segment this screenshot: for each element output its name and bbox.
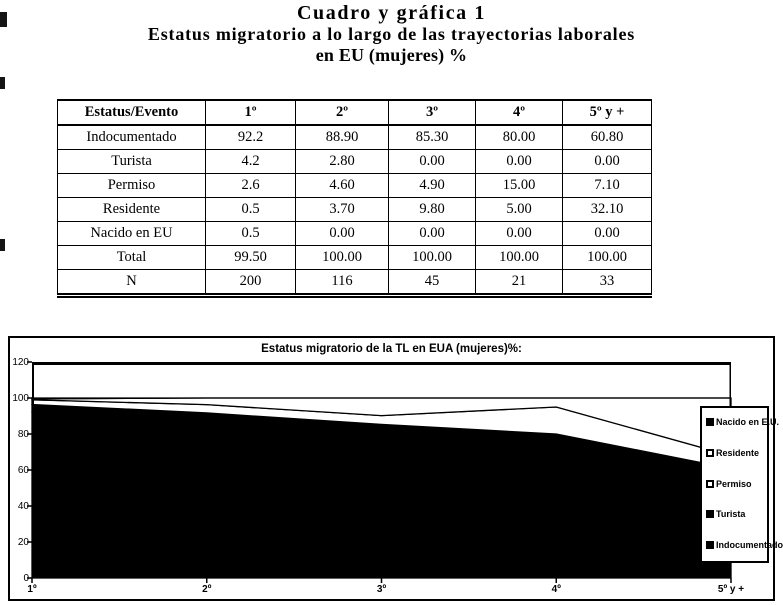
cell-value: 0.00 [563, 150, 652, 174]
cell-value: 0.00 [296, 222, 389, 246]
document-title [0, 3, 783, 66]
cell-value: 2.6 [206, 174, 296, 198]
y-tick-label: 100 [12, 392, 29, 404]
row-label: Indocumentado [58, 125, 206, 150]
y-tick-label: 80 [17, 428, 29, 440]
cell-value: 0.00 [389, 150, 476, 174]
cell-value: 0.00 [476, 150, 563, 174]
cell-value: 0.00 [476, 222, 563, 246]
x-tick-label: 5º y + [717, 584, 745, 595]
plot-area [32, 362, 731, 578]
legend-label: Indocumentado [716, 540, 783, 550]
row-label: Total [58, 246, 206, 270]
row-label: N [58, 270, 206, 296]
column-header-2: 2º [296, 100, 389, 125]
cell-value: 116 [296, 270, 389, 296]
legend-open-square-icon [706, 480, 714, 488]
x-tick-label: 4º [551, 584, 561, 595]
x-tick-label: 2º [202, 584, 212, 595]
row-label: Permiso [58, 174, 206, 198]
column-header-4: 4º [476, 100, 563, 125]
cell-value: 3.70 [296, 198, 389, 222]
column-header-status: Estatus/Evento [58, 100, 206, 125]
chart-title: Estatus migratorio de la TL en EUA (mujeres)%: [261, 343, 522, 355]
table-row-total [58, 246, 652, 270]
table-row-nacido-en-eu [58, 222, 652, 246]
column-header-3: 3º [389, 100, 476, 125]
cell-value: 92.2 [206, 125, 296, 150]
row-label: Residente [58, 198, 206, 222]
cell-value: 200 [206, 270, 296, 296]
cell-value: 5.00 [476, 198, 563, 222]
title-line-1: Cuadro y gráfica 1 [297, 2, 486, 24]
table-row-n [58, 270, 652, 296]
legend-label: Turista [716, 509, 746, 520]
y-tick-label: 60 [17, 464, 29, 476]
cell-value: 0.5 [206, 198, 296, 222]
cell-value: 4.60 [296, 174, 389, 198]
table-row-permiso [58, 174, 652, 198]
cell-value: 99.50 [206, 246, 296, 270]
cell-value: 0.5 [206, 222, 296, 246]
column-header-1: 1º [206, 100, 296, 125]
table-row-residente [58, 198, 652, 222]
cell-value: 88.90 [296, 125, 389, 150]
cell-value: 4.90 [389, 174, 476, 198]
legend-item-nacido-en-e-u [706, 417, 780, 427]
cell-value: 4.2 [206, 150, 296, 174]
legend-label: Nacido en E.U. [716, 417, 780, 427]
table-row-indocumentado [58, 125, 652, 150]
legend-item-permiso [706, 479, 767, 489]
row-label: Nacido en EU [58, 222, 206, 246]
legend-label: Residente [716, 447, 760, 458]
cell-value: 100.00 [476, 246, 563, 270]
column-header-5-y: 5º y + [563, 100, 652, 125]
cell-value: 100.00 [563, 246, 652, 270]
cell-value: 33 [563, 270, 652, 296]
cell-value: 85.30 [389, 125, 476, 150]
cell-value: 100.00 [389, 246, 476, 270]
legend-item-turista [706, 509, 767, 519]
table-header-row [58, 100, 652, 125]
legend-filled-square-icon [706, 541, 714, 549]
cell-value: 9.80 [389, 198, 476, 222]
status-table [57, 99, 652, 298]
x-tick-label: 3º [376, 584, 387, 595]
cell-value: 60.80 [563, 125, 652, 150]
cell-value: 100.00 [296, 246, 389, 270]
chart-legend [700, 406, 783, 563]
title-line-3: en EU (mujeres) % [315, 45, 468, 65]
legend-item-residente [706, 448, 767, 458]
y-tick-label: 40 [17, 500, 29, 512]
title-line-2: Estatus migratorio a lo largo de las trayectorias laborales [147, 24, 636, 44]
scan-artifact [0, 77, 5, 89]
legend-open-square-icon [706, 449, 714, 457]
cell-value: 0.00 [563, 222, 652, 246]
cell-value: 32.10 [563, 198, 652, 222]
row-label: Turista [58, 150, 206, 174]
stacked-area-svg [32, 362, 731, 578]
table-body [58, 125, 652, 296]
legend-label: Permiso [716, 478, 752, 489]
cell-value: 21 [476, 270, 563, 296]
chart [8, 336, 783, 601]
scan-artifact [0, 239, 5, 251]
y-tick-label: 120 [12, 356, 29, 368]
cell-value: 45 [389, 270, 476, 296]
table-row-turista [58, 150, 652, 174]
legend-item-indocumentado [706, 540, 783, 550]
x-tick-label: 1º [27, 584, 37, 595]
cell-value: 7.10 [563, 174, 652, 198]
cell-value: 80.00 [476, 125, 563, 150]
legend-filled-square-icon [706, 510, 714, 518]
y-tick-label: 0 [23, 572, 29, 584]
cell-value: 15.00 [476, 174, 563, 198]
cell-value: 2.80 [296, 150, 389, 174]
y-tick-label: 20 [17, 536, 29, 548]
cell-value: 0.00 [389, 222, 476, 246]
legend-filled-square-icon [706, 418, 714, 426]
